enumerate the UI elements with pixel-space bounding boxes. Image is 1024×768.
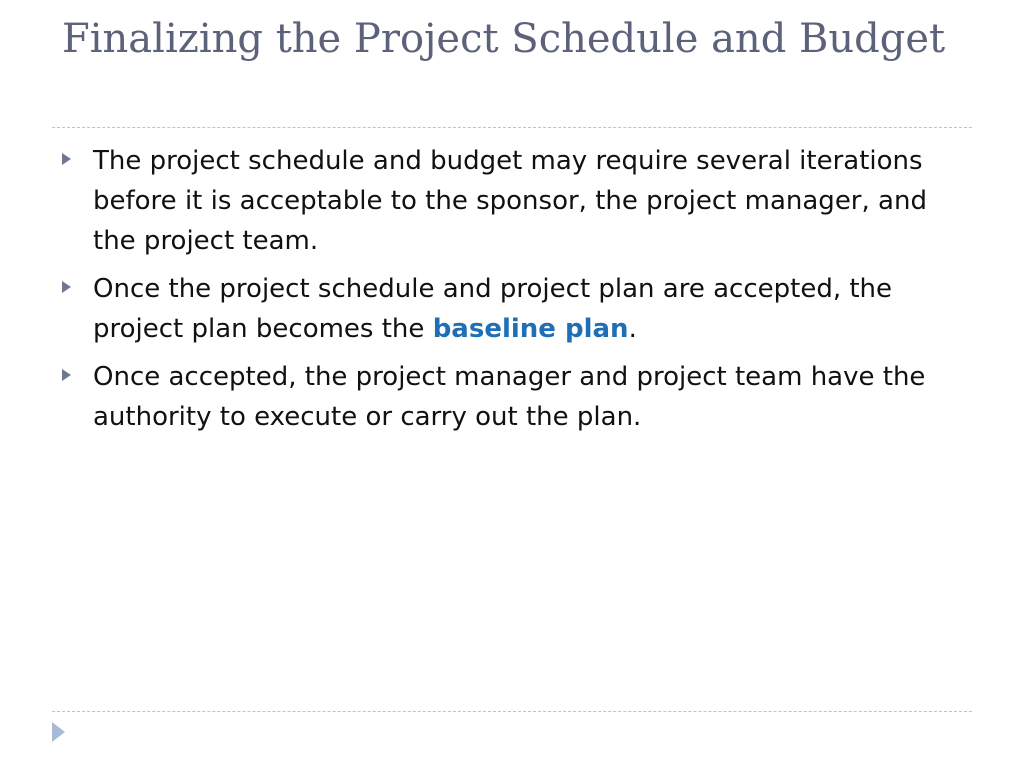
title-divider [52,127,972,128]
bullet-text-3: Once accepted, the project manager and project team have the authority to execute or carry out the plan. [93,362,926,432]
bullet-text-2 [93,274,892,344]
bullet-text-2-after: . [628,314,637,344]
next-slide-arrow-icon[interactable] [52,722,65,742]
slide-title: Finalizing the Project Schedule and Budget [62,16,946,62]
footer-divider [52,711,972,712]
bullet-arrow-icon [62,153,71,165]
bullet-text-2-before: Once the project schedule and project plan are accepted, the project plan becomes the [93,274,893,344]
bullet-arrow-icon [62,281,71,293]
bullet-item-1 [62,141,962,261]
baseline-plan-highlight: baseline plan [432,314,629,344]
bullet-item-2 [62,269,962,349]
bullet-list [62,141,962,445]
bullet-arrow-icon [62,369,71,381]
bullet-item-3 [62,357,962,437]
bullet-text-1: The project schedule and budget may require several iterations before it is acceptable to the sponsor, the project manager, and the project team. [93,146,927,256]
